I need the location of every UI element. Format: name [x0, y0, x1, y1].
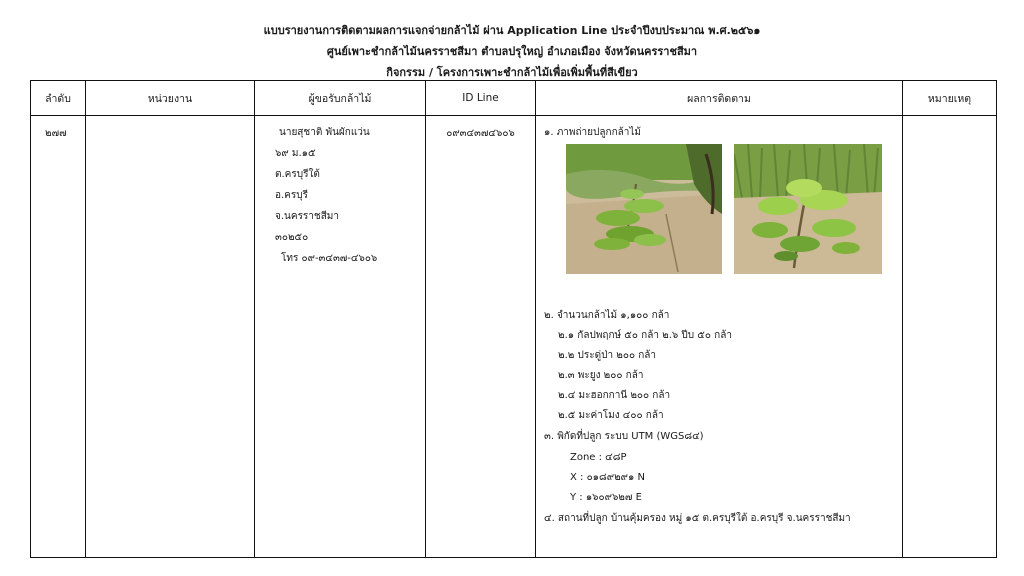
col-header-result: ผลการติดตาม: [536, 81, 903, 116]
seq-number: ๒๗๗: [45, 128, 67, 139]
recipient-district: อ.ครบุรี: [275, 190, 308, 201]
report-table: [30, 80, 997, 558]
recipient-province: จ.นครราชสีมา: [275, 211, 340, 222]
result-item-4: ๔. สถานที่ปลูก บ้านคุ้มครอง หมู่ ๑๕ ต.ครบุรีใต้ อ.ครบุรี จ.นครราชสีมา: [544, 513, 851, 524]
cell-agency: [86, 116, 255, 558]
result-item-1: ๑. ภาพถ่ายปลูกกล้าไม้: [544, 127, 641, 138]
col-header-note: หมายเหตุ: [903, 81, 997, 116]
utm-x: X : ๐๑๘๙๒๙๑ N: [570, 472, 645, 483]
report-center: ศูนย์เพาะชำกล้าไม้นครราชสีมา ตำบลปรุใหญ่ อำเภอเมือง จังหวัดนครราชสีมา: [326, 45, 698, 58]
result-item-2-1: ๒.๑ กัลปพฤกษ์ ๕๐ กล้า ๒.๖ ปีบ ๕๐ กล้า: [558, 330, 732, 341]
cell-note: [903, 116, 997, 558]
result-item-2-4: ๒.๔ มะฮอกกานี ๒๐๐ กล้า: [558, 390, 671, 401]
result-item-3: ๓. พิกัดที่ปลูก ระบบ UTM (WGS๘๔): [544, 431, 704, 442]
recipient-name: นายสุชาติ พันผักแว่น: [279, 127, 370, 138]
cell-id-line: [426, 116, 536, 558]
col-header-seq: ลำดับ: [31, 81, 86, 116]
recipient-subdistrict: ต.ครบุรีใต้: [275, 169, 320, 180]
id-line-value: ๐๙๓๔๓๗๔๖๐๖: [446, 128, 515, 139]
utm-y: Y : ๑๖๐๙๖๒๗ E: [570, 492, 642, 503]
result-item-2-3: ๒.๓ พะยูง ๒๐๐ กล้า: [558, 370, 644, 381]
cell-recipient: [255, 116, 426, 558]
result-item-2: ๒. จำนวนกล้าไม้ ๑,๑๐๐ กล้า: [544, 310, 670, 321]
planting-photo-2: [734, 144, 882, 274]
utm-zone: Zone : ๔๘P: [570, 452, 627, 463]
recipient-postcode: ๓๐๒๕๐: [275, 232, 309, 243]
cell-seq: [31, 116, 86, 558]
result-item-2-2: ๒.๒ ประดู่ป่า ๒๐๐ กล้า: [558, 350, 657, 361]
table-row: [31, 116, 997, 558]
cell-result: [536, 116, 903, 558]
planting-photo-1: [566, 144, 722, 274]
table-header-row: [31, 81, 997, 116]
report-activity: กิจกรรม / โครงการเพาะชำกล้าไม้เพื่อเพิ่มพื้นที่สีเขียว: [386, 66, 638, 79]
recipient-phone: โทร ๐๙-๓๔๓๗-๔๖๐๖: [281, 253, 378, 264]
report-title: แบบรายงานการติดตามผลการแจกจ่ายกล้าไม้ ผ่าน Application Line ประจำปีงบประมาณ พ.ศ.๒๕๖๑: [263, 24, 761, 37]
result-item-2-5: ๒.๕ มะค่าโมง ๔๐๐ กล้า: [558, 410, 664, 421]
col-header-agency: หน่วยงาน: [86, 81, 255, 116]
col-header-recipient: ผู้ขอรับกล้าไม้: [255, 81, 426, 116]
recipient-address: ๖๙ ม.๑๕: [275, 148, 316, 159]
col-header-id-line: ID Line: [426, 81, 536, 116]
